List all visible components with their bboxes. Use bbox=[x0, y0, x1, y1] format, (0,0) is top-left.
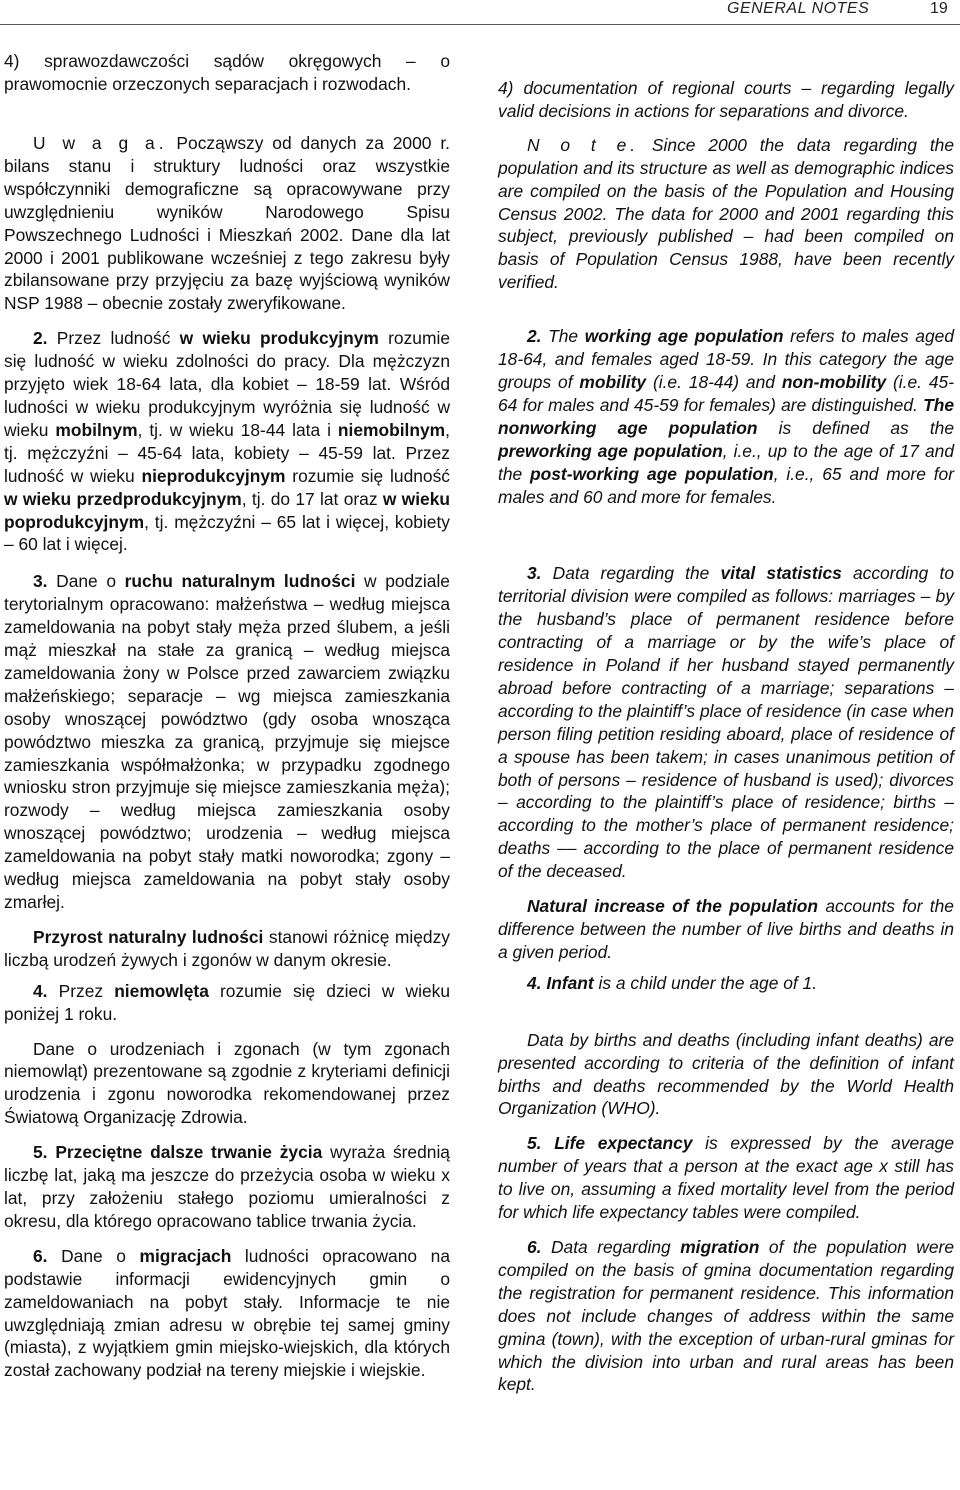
pl-s2-text-2: rozumie się ludność w wieku zdolności do pracy. Dla mężczyzn przyjęto wiek 18-64 lata, dla kobiet – 18-59 lat. Wśród ludności w wieku produkcyjnym wyróżnia się ludność w wieku bbox=[4, 328, 450, 440]
pl-s3-text-1: Dane o bbox=[47, 571, 125, 592]
pl-s2-term-nonproductive: nieprodukcyjnym bbox=[141, 465, 286, 486]
en-s5-number: 5. bbox=[527, 1133, 542, 1154]
en-s5-text-1: is expressed by the average number of years that a person at the exact age x still has to live on, assuming a fixed mortality level from the period for which life expectancy tables were compiled. bbox=[498, 1133, 954, 1223]
pl-note-label: U w a g a. bbox=[33, 133, 168, 153]
pl-s2-term-postproductive: w wieku poprodukcyjnym bbox=[4, 488, 451, 532]
pl-s6-text-1: Dane o bbox=[47, 1245, 140, 1266]
pl-natural-text: stanowi różnicę między liczbą urodzeń żywych i zgonów w danym okresie. bbox=[4, 926, 450, 970]
pl-natural-increase bbox=[4, 926, 450, 972]
pl-s2-term-working-age: w wieku produkcyjnym bbox=[179, 328, 379, 349]
pl-s4-text-1: Przez bbox=[47, 980, 115, 1001]
pl-item-4-text: 4) sprawozdawczości sądów okręgowych – o prawomocnie orzeczonych separacjach i rozwodach. bbox=[4, 51, 450, 94]
pl-s2-text-1: Przez ludność bbox=[47, 328, 180, 349]
pl-s2-text-3: , tj. w wieku 18-44 lata i bbox=[137, 419, 338, 440]
en-s2-term-non-mobility: non-mobility bbox=[781, 371, 887, 392]
en-s2-term-mobility: mobility bbox=[579, 371, 647, 392]
en-note-text: Since 2000 the data regarding the population and its structure as well as demographic indices are compiled on the basis of the Population and Housing Census 2002. The data for 2000 and 2001 regarding this subject, previously published – had been compiled on basis of Population Census 1988, have been recently verified. bbox=[498, 134, 955, 293]
en-s2-number: 2. bbox=[527, 326, 542, 347]
en-s4-number: 4. bbox=[527, 972, 542, 993]
en-s4-text-1: is a child under the age of 1. bbox=[593, 972, 818, 993]
pl-s6-number: 6. bbox=[33, 1245, 48, 1266]
polish-column bbox=[4, 50, 450, 1382]
en-s4-term-infant: Infant bbox=[546, 972, 594, 993]
en-item-4-text: 4) documentation of regional courts – regarding legally valid decisions in actions for separations and divorce. bbox=[498, 78, 954, 121]
en-infant-data bbox=[498, 1029, 954, 1121]
en-s2-term-nonworking: The nonworking age population bbox=[498, 394, 954, 438]
en-natural-term: Natural increase of the population bbox=[527, 896, 819, 917]
en-natural-text: accounts for the difference between the number of live births and deaths in a given period. bbox=[498, 896, 954, 962]
en-s2-text-2: refers to males aged 18-64, and females aged 18-59. In this category the age groups of bbox=[498, 326, 954, 392]
en-s3-text-2: according to territorial division were compiled as follows: marriages – by the husband’s place of permanent residence before contracting of a marriage or by the wife’s place of residence in Poland if her husband stayed permanently abroad before contracting of a marriage; separations – according to the plaintiff’s place of residence (in case when person filing petition residing aboard, place of residence of a spouse has been takem; in cases unanimous petition of both of persons – residence of husband is used); divorces – according to the plaintiff’s place of residence; births – according to the mother’s place of permanent residence; deaths –– according to the place of permanent residence of the deceased. bbox=[498, 563, 955, 882]
en-item-4 bbox=[498, 77, 954, 123]
en-s2-term-working-age: working age population bbox=[584, 326, 784, 347]
en-s2-text-1: The bbox=[541, 326, 585, 347]
english-column bbox=[498, 50, 954, 1396]
en-section-2 bbox=[498, 325, 954, 508]
en-s2-term-preworking: preworking age population bbox=[498, 440, 723, 461]
pl-s2-text-4: , tj. mężczyźni – 45-64 lata, kobiety – 45-59 lat. Przez ludność w wieku bbox=[4, 419, 450, 486]
en-natural-increase bbox=[498, 895, 954, 964]
pl-s3-text-2: w podziale terytorialnym opracowano: małżeństwa – według miejsca zameldowania na pobyt stały męża przed ślubem, a jeśli mąż mieszkał na stałe za granicą – według miejsca zameldowania żony w Polsce przed zawarciem związku małżeńskiego; separacje – wg miejsca zamieszkania osoby wnoszącej powództwo (gdy osoba wnosząca powództwo mieszka za granicą, przyjmuje się miejsce zamieszkania współmałżonka; w przypadku zgodnego wniosku stron przyjmuje się miejsce zamieszkania męża); rozwody – według miejsca zamieszkania osoby wnoszącej powództwo; urodzenia – według miejsca zameldowania na pobyt stały matki noworodka; zgony – według miejsca zameldowania na pobyt stały osoby zmarłej. bbox=[4, 571, 450, 912]
pl-s4-number: 4. bbox=[33, 980, 48, 1001]
pl-note bbox=[4, 132, 450, 315]
en-s6-number: 6. bbox=[527, 1236, 542, 1257]
header-rule bbox=[0, 24, 960, 25]
pl-s5-number: 5. bbox=[33, 1142, 48, 1163]
pl-section-4 bbox=[4, 980, 450, 1026]
en-s2-term-postworking: post-working age population bbox=[530, 463, 774, 484]
pl-section-3 bbox=[4, 570, 450, 914]
en-s2-text-4: (i.e. 45-64 for males and 45-59 for females) are distinguished. bbox=[498, 371, 954, 415]
pl-s2-number: 2. bbox=[33, 328, 48, 349]
pl-s4-text-2: rozumie się dzieci w wieku poniżej 1 roku. bbox=[4, 980, 450, 1024]
en-s3-text-1: Data regarding the bbox=[541, 563, 721, 584]
pl-infant-data-text: Dane o urodzeniach i zgonach (w tym zgonach niemowląt) prezentowane są zgodnie z kryteriami definicji urodzenia i zgonu noworodka rekomendowanej przez Światową Organizację Zdrowia. bbox=[4, 1038, 450, 1128]
en-s6-term-migration: migration bbox=[680, 1236, 760, 1257]
pl-s4-term-infant: niemowlęta bbox=[114, 980, 209, 1001]
en-s2-text-7: , i.e., 65 and more for males and 60 and more for females. bbox=[498, 463, 954, 507]
en-note-label: N o t e. bbox=[527, 134, 640, 155]
en-s3-term-vital: vital statistics bbox=[720, 563, 842, 584]
pl-s5-text-1: wyraża średnią liczbę lat, jaką ma jeszcze do przeżycia osoba w wieku x lat, przy założeniu stałego poziomu umieralności z okresu, dla którego opracowano tablice trwania życia. bbox=[4, 1142, 450, 1231]
en-s2-text-5: is defined as the bbox=[757, 417, 955, 438]
en-s3-number: 3. bbox=[527, 563, 542, 584]
en-infant-data-text: Data by births and deaths (including infant deaths) are presented according to criteria of the definition of infant births and deaths recommended by the World Health Organization (WHO). bbox=[498, 1029, 954, 1119]
en-s6-text-2: of the population were compiled on the basis of gmina documentation regarding the registration for permanent residence. This information does not include changes of address within the same gmina (town), with the exception of urban-rural gminas for which the division into urban and rural areas has been kept. bbox=[498, 1236, 954, 1395]
pl-s2-text-6: , tj. do 17 lat oraz bbox=[241, 488, 383, 509]
pl-s3-number: 3. bbox=[33, 571, 48, 592]
pl-s2-text-7: , tj. mężczyźni – 65 lat i więcej, kobiety – 60 lat i więcej. bbox=[4, 511, 450, 555]
page-number: 19 bbox=[930, 0, 948, 17]
pl-s2-term-mobile: mobilnym bbox=[55, 419, 138, 440]
pl-item-4 bbox=[4, 50, 450, 119]
pl-s6-text-2: ludności opracowano na podstawie informacji ewidencyjnych gmin o zameldowaniach na pobyt stały. Informacje te nie uwzględniają zmian adresu w obrębie tej samej gminy (miasta), z wyjątkiem gmin miejsko-wiejskich, dla których został zachowany podział na tereny miejskie i wiejskie. bbox=[4, 1245, 450, 1381]
pl-note-text: Począwszy od danych za 2000 r. bilans stanu i struktury ludności oraz wszystkie współczynniki demograficzne są opracowywane przy uwzględnieniu wyników Narodowego Spisu Powszechnego Ludności i Mieszkań 2002. Dane dla lat 2000 i 2001 publikowane wcześniej z tego zakresu były zbilansowane przy przyjęciu za bazę wyjściową wyników NSP 1988 – obecnie zostały zweryfikowane. bbox=[4, 133, 450, 314]
en-s2-text-6: , i.e., up to the age of 17 and the bbox=[498, 440, 954, 484]
en-note bbox=[498, 134, 954, 294]
pl-section-6 bbox=[4, 1245, 450, 1382]
pl-s6-term-migration: migracjach bbox=[139, 1245, 232, 1266]
pl-section-5 bbox=[4, 1141, 450, 1233]
pl-infant-data bbox=[4, 1038, 450, 1130]
en-section-3 bbox=[498, 562, 954, 883]
pl-s3-term-vital: ruchu naturalnym ludności bbox=[124, 571, 356, 592]
pl-s2-term-nonmobile: niemobilnym bbox=[337, 419, 446, 440]
page-header bbox=[0, 0, 960, 30]
running-title: GENERAL NOTES bbox=[727, 0, 870, 17]
en-s6-text-1: Data regarding bbox=[541, 1236, 681, 1257]
en-section-6 bbox=[498, 1236, 954, 1396]
pl-section-2 bbox=[4, 327, 450, 556]
pl-s2-text-5: rozumie się ludność bbox=[285, 465, 450, 486]
en-s2-text-3: (i.e. 18-44) and bbox=[646, 371, 782, 392]
en-section-4 bbox=[498, 972, 954, 995]
en-section-5 bbox=[498, 1132, 954, 1224]
pl-natural-term: Przyrost naturalny ludności bbox=[33, 926, 264, 947]
pl-s2-term-preproductive: w wieku przedprodukcyjnym bbox=[4, 488, 242, 509]
pl-s5-term-life-expectancy: Przeciętne dalsze trwanie życia bbox=[55, 1142, 323, 1163]
en-s5-term-life-expectancy: Life expectancy bbox=[554, 1133, 693, 1154]
